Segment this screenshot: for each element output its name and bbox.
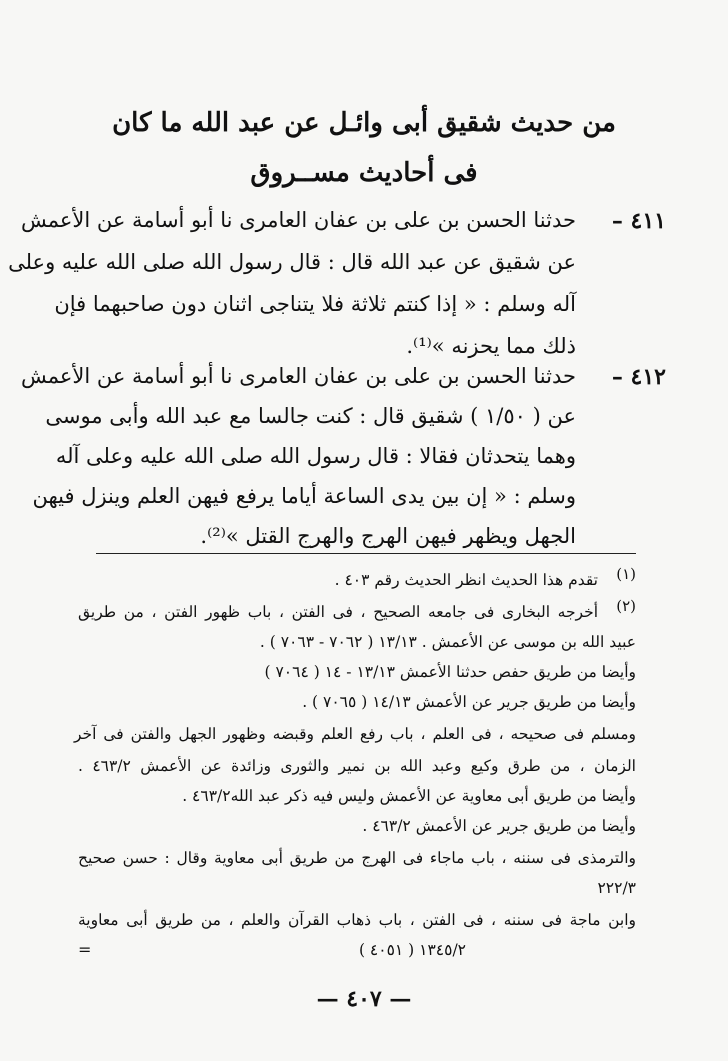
footnote-line: ١٣٤٥/٢ ( ٤٠٥١ ) [358, 941, 466, 959]
hadith-line: آله وسلم : « إذا كنتم ثلاثة فلا يتناجى اثنان دون صاحبهما فإن [54, 292, 576, 316]
hadith-line: حدثنا الحسن بن على بن عفان العامرى نا أبو أسامة عن الأعمش [20, 364, 576, 388]
footnote-line: أخرجه البخارى فى جامعه الصحيح ، فى الفتن ، باب ظهور الفتن ، من طريق [78, 603, 598, 621]
footnote-line: وابن ماجة فى سننه ، فى الفتن ، باب ذهاب القرآن والعلم ، من طريق أبى معاوية [78, 911, 636, 929]
hadith-line: وسلم : « إن بين يدى الساعة أياما يرفع فيهن العلم وينزل فيهن [32, 484, 576, 508]
hadith-line: عن ( ١/٥٠ ) شقيق قال : كنت جالسا مع عبد الله وأبى موسى [45, 404, 576, 428]
hadith-number: ٤١١ – [611, 208, 666, 234]
hadith-line: ذلك مما يحزنه »⁽¹⁾. [406, 334, 576, 358]
footnote-line: عبيد الله بن موسى عن الأعمش . ١٣/١٣ ( ٧٠٦٢ - ٧٠٦٣ ) . [259, 633, 636, 651]
footnote-line: وأيضا من طريق أبى معاوية عن الأعمش وليس فيه ذكر عبد الله٤٦٣/٢ . [182, 787, 636, 805]
footnote-line: ٢٢٢/٣ [597, 879, 636, 897]
chapter-title-line-1: من حديث شقيق أبى وائـل عن عبد الله ما كان [112, 108, 616, 138]
hadith-line: حدثنا الحسن بن على بن عفان العامرى نا أبو أسامة عن الأعمش [20, 208, 576, 232]
footnote-line: والترمذى فى سننه ، باب ماجاء فى الهرج من طريق أبى معاوية وقال : حسن صحيح [78, 849, 636, 867]
footnote-line: تقدم هذا الحديث انظر الحديث رقم ٤٠٣ . [334, 571, 598, 589]
footnote-line: وأيضا من طريق جرير عن الأعمش ١٤/١٣ ( ٧٠٦٥ ) . [302, 693, 636, 711]
footnote-line: ومسلم فى صحيحه ، فى العلم ، باب رفع العلم وقبضه وظهور الجهل والفتن فى آخر [74, 725, 636, 743]
page-number: — ٤٠٧ — [316, 986, 412, 1012]
footnote-number: (٢) [616, 597, 636, 615]
footnote-line: وأيضا من طريق حفص حدثنا الأعمش ١٣/١٣ - ١٤ ( ٧٠٦٤ ) [264, 663, 636, 681]
hadith-line: وهما يتحدثان فقالا : قال رسول الله صلى الله عليه وعلى آله [55, 444, 576, 468]
hadith-number: ٤١٢ – [611, 364, 666, 390]
continuation-mark: = [78, 940, 92, 959]
footnote-separator [96, 553, 636, 554]
footnote-number: (١) [616, 565, 636, 583]
hadith-line: الجهل ويظهر فيهن الهرج والهرج القتل »⁽²⁾. [200, 524, 576, 548]
footnote-line: الزمان ، من طرق وكيع وعبد الله بن نمير والثورى وزائدة عن الأعمش ٤٦٣/٢ . [78, 757, 636, 775]
chapter-title-line-2: فى أحاديث مســروق [250, 158, 478, 188]
hadith-line: عن شقيق عن عبد الله قال : قال رسول الله صلى الله عليه وعلى [8, 250, 576, 274]
footnote-line: وأيضا من طريق جرير عن الأعمش ٤٦٣/٢ . [362, 817, 636, 835]
